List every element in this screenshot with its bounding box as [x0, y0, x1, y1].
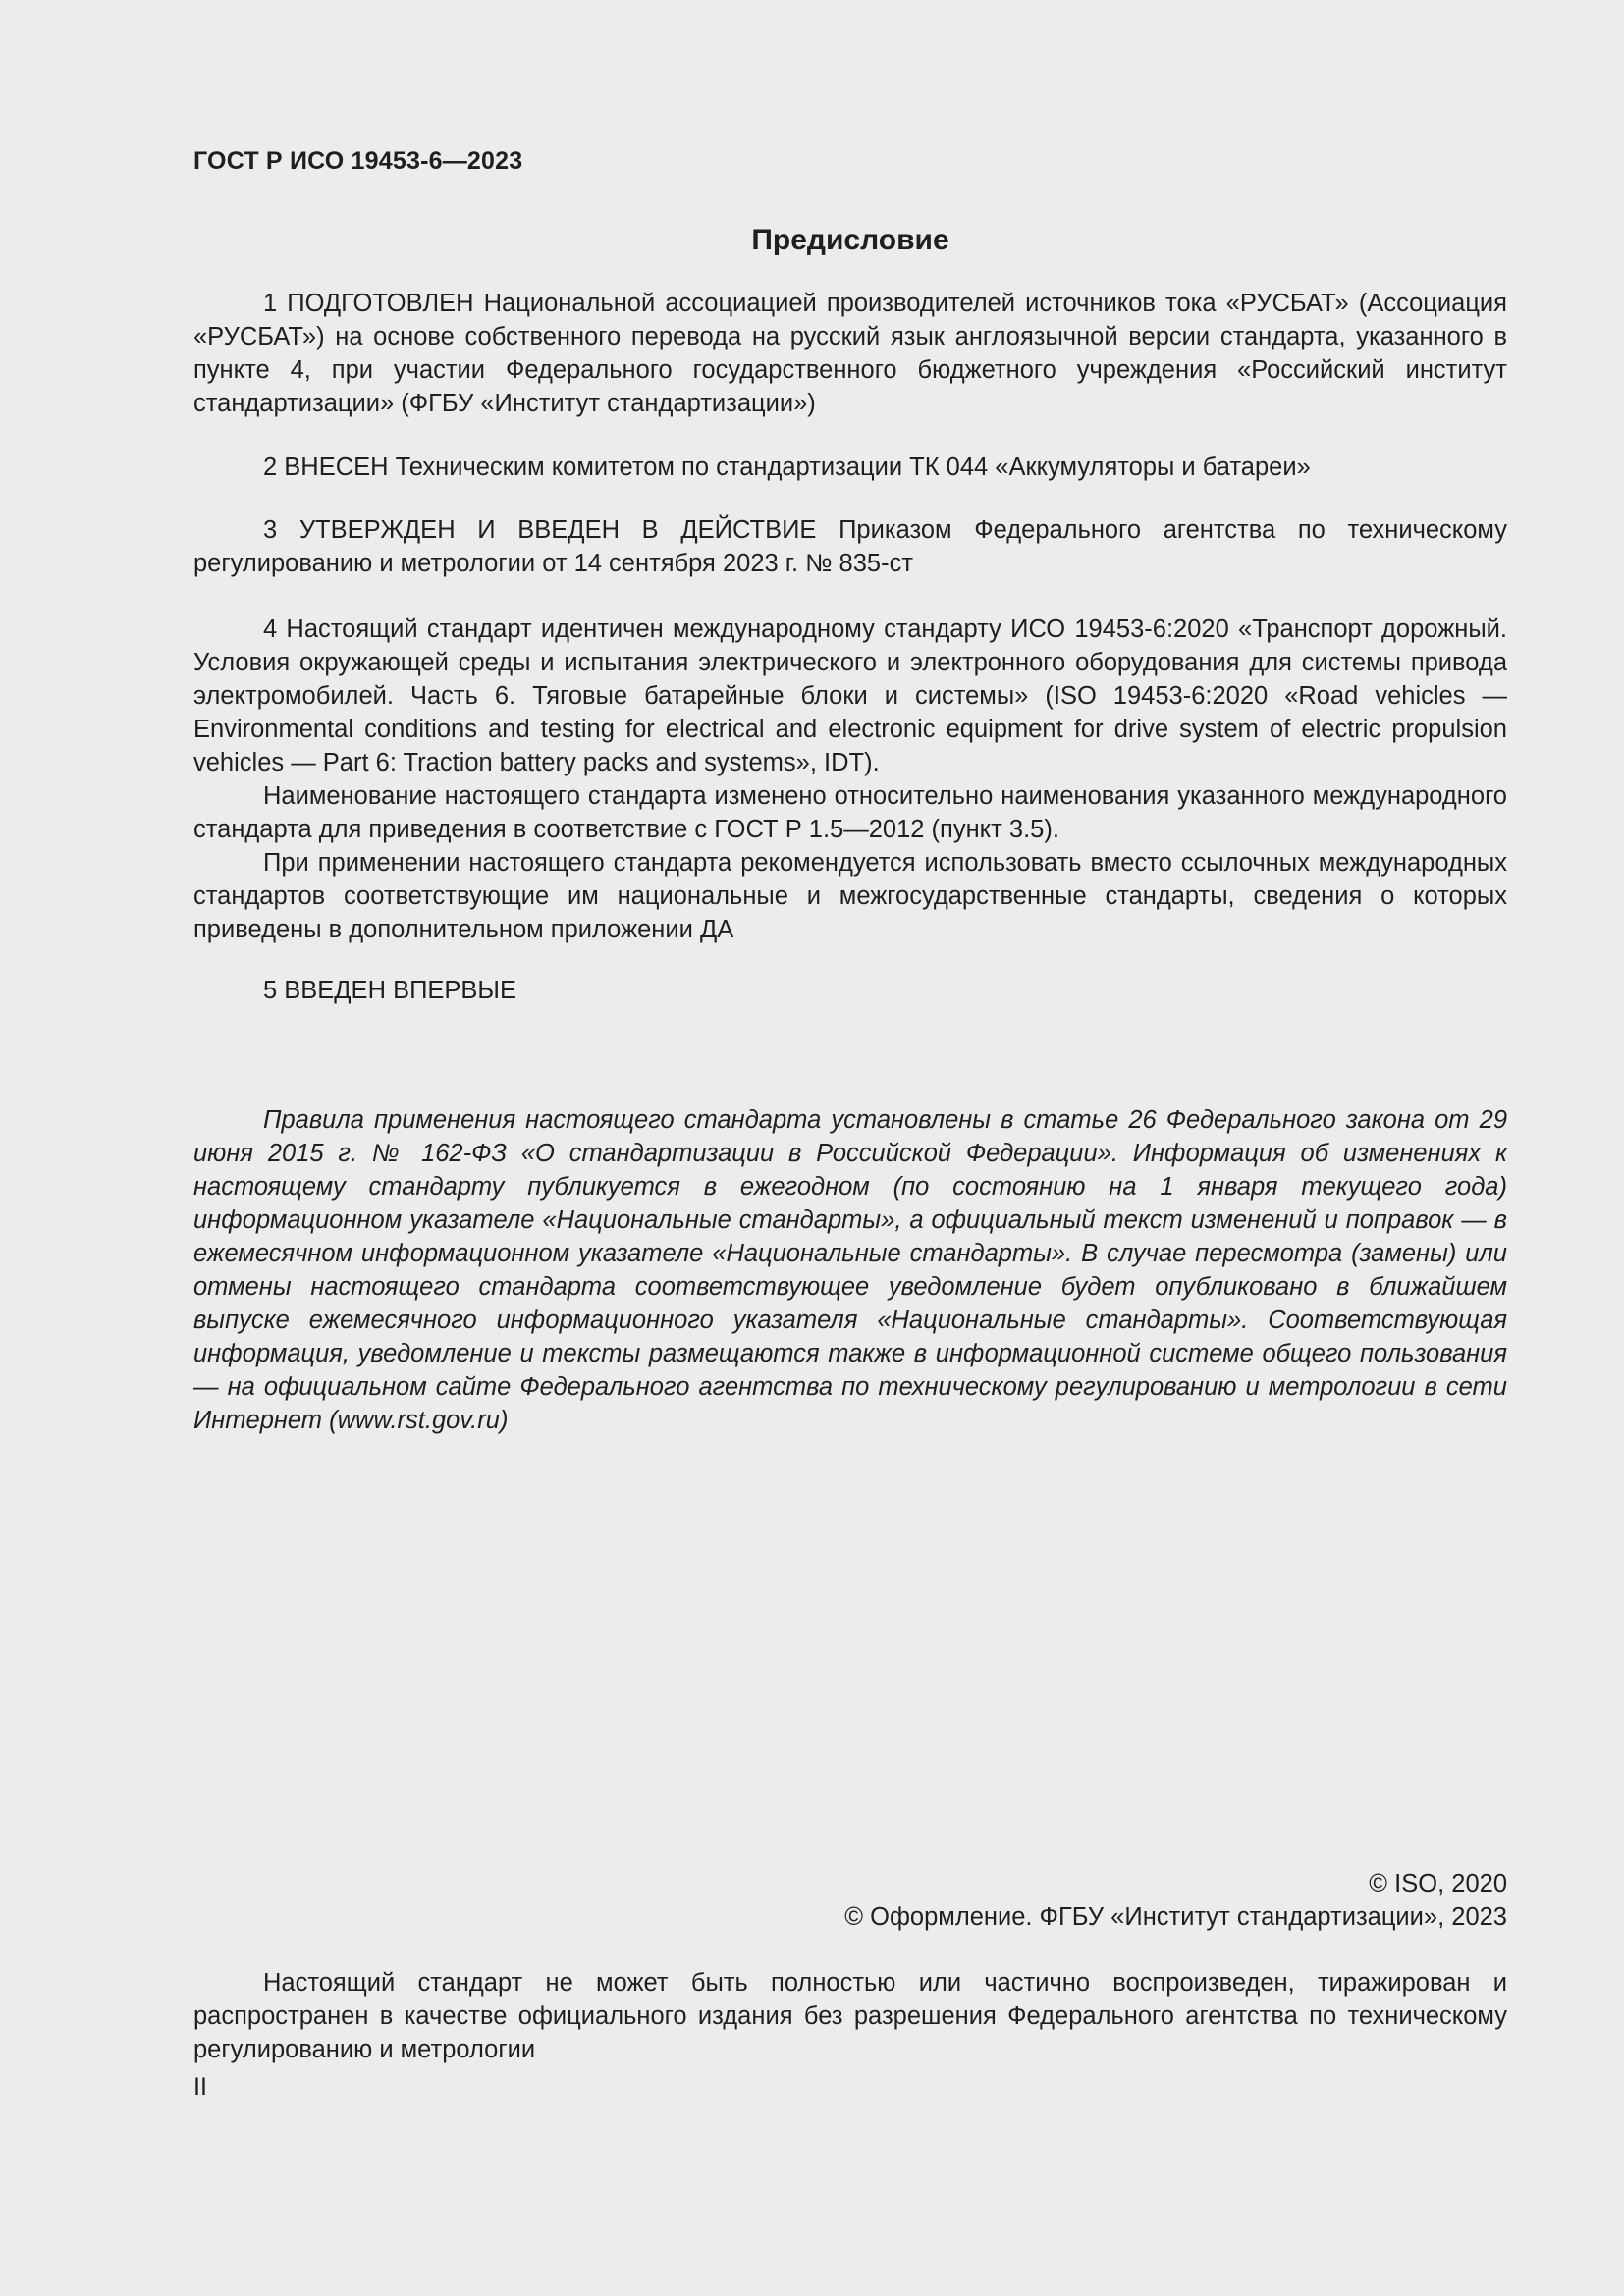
- rules-note: [193, 1103, 1507, 1437]
- preface-item-3-text: 3 УТВЕРЖДЕН И ВВЕДЕН В ДЕЙСТВИЕ Приказом Федерального агентства по техническому регулированию и метрологии от 14 сентября 2023 г. № 835-ст: [193, 516, 1507, 577]
- document-page: [193, 0, 1507, 2296]
- preface-item-4-rename-note: Наименование настоящего стандарта изменено относительно наименования указанного международного стандарта для приведения в соответствие с ГОСТ Р 1.5—2012 (пункт 3.5).: [193, 782, 1507, 843]
- preface-item-2: [193, 451, 1507, 484]
- iso-copyright: © ISO, 2020: [1369, 1870, 1507, 1897]
- preface-item-4-references-note: При применении настоящего стандарта рекомендуется использовать вместо ссылочных международных стандартов соответствующие им национальные и межгосударственные стандарты, сведения о которых приведены в дополнительном приложении ДА: [193, 849, 1507, 943]
- document-code: ГОСТ Р ИСО 19453-6—2023: [193, 147, 523, 175]
- design-copyright: © Оформление. ФГБУ «Институт стандартизации», 2023: [844, 1903, 1507, 1931]
- preface-item-5-text: 5 ВВЕДЕН ВПЕРВЫЕ: [263, 977, 517, 1004]
- reproduction-note: [193, 1966, 1507, 2066]
- preface-item-3: [193, 513, 1507, 580]
- preface-item-2-text: 2 ВНЕСЕН Техническим комитетом по стандартизации ТК 044 «Аккумуляторы и батареи»: [263, 454, 1311, 481]
- page-number: II: [193, 2073, 207, 2101]
- page-title: Предисловие: [751, 224, 949, 256]
- preface-item-4: [193, 613, 1507, 946]
- preface-item-1-text: 1 ПОДГОТОВЛЕН Национальной ассоциацией производителей источников тока «РУСБАТ» (Ассоциация «РУСБАТ») на основе собственного перевода на русский язык англоязычной версии стандарта, указанного в пункте 4, при участии Федерального государственного бюджетного учреждения «Российский институт стандартизации» (ФГБУ «Институт стандартизации»): [193, 290, 1507, 417]
- rules-note-text: Правила применения настоящего стандарта установлены в статье 26 Федерального закона от 29 июня 2015 г. № 162-ФЗ «О стандартизации в Российской Федерации». Информация об изменениях к настоящему стандарту публикуется в ежегодном (по состоянию на 1 января текущего года) информационном указателе «Национальные стандарты», а официальный текст изменений и поправок — в ежемесячном информационном указателе «Национальные стандарты». В случае пересмотра (замены) или отмены настоящего стандарта соответствующее уведомление будет опубликовано в ближайшем выпуске ежемесячного информационного указателя «Национальные стандарты». Соответствующая информация, уведомление и тексты размещаются также в информационной системе общего пользования — на официальном сайте Федерального агентства по техническому регулированию и метрологии в сети Интернет (www.rst.gov.ru): [193, 1106, 1507, 1434]
- preface-item-1: [193, 287, 1507, 420]
- reproduction-note-text: Настоящий стандарт не может быть полностью или частично воспроизведен, тиражирован и распространен в качестве официального издания без разрешения Федерального агентства по техническому регулированию и метрологии: [193, 1969, 1507, 2063]
- copyright-block: [193, 1867, 1507, 1934]
- preface-item-5: [193, 974, 1507, 1007]
- preface-item-4-text: 4 Настоящий стандарт идентичен международному стандарту ИСО 19453-6:2020 «Транспорт дорожный. Условия окружающей среды и испытания электрического и электронного оборудования для системы привода электромобилей. Часть 6. Тяговые батарейные блоки и системы» (ISO 19453-6:2020 «Road vehicles — Environmental conditions and testing for electrical and electronic equipment for drive system of electric propulsion vehicles — Part 6: Traction battery packs and systems», IDT).: [193, 615, 1507, 776]
